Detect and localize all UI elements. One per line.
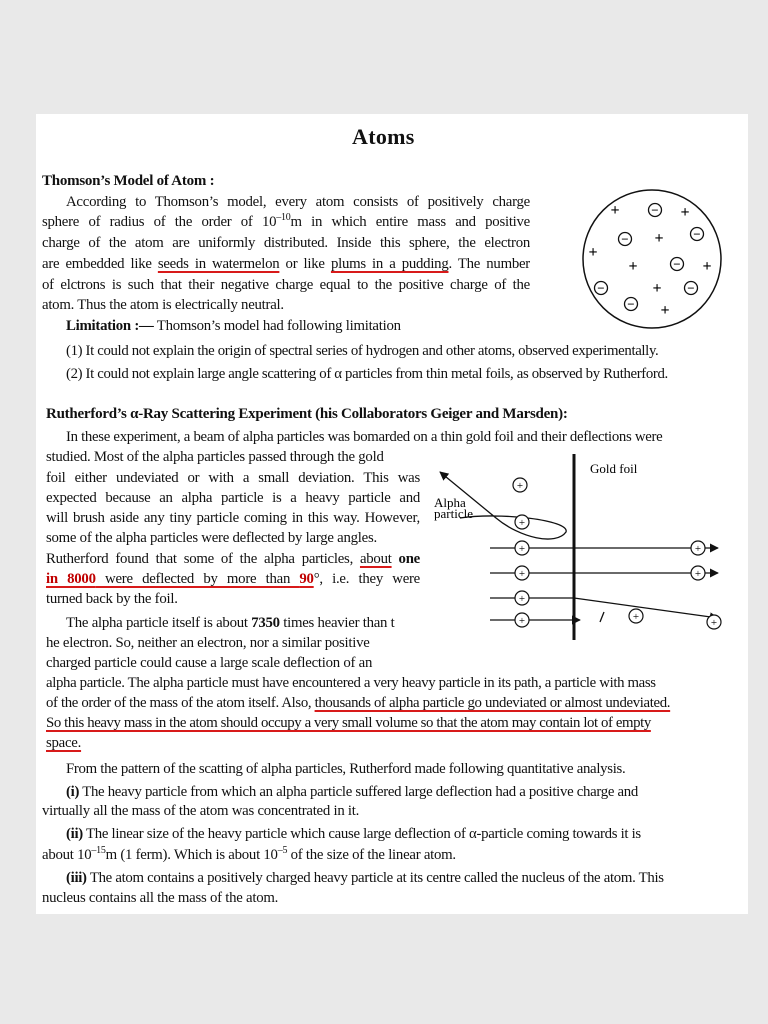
rutherford-line-13: alpha particle. The alpha particle must have encountered a very heavy particle in its path, a particle with mass (46, 675, 656, 691)
thomson-line-5: of elctrons is such that their negative charge equal to the positive charge of the (42, 277, 530, 293)
rutherford-line-1: In these experiment, a beam of alpha particles was bomarded on a thin gold foil and their deflections were (66, 429, 663, 445)
rutherford-line-2: studied. Most of the alpha particles passed through the gold (46, 449, 384, 465)
thomson-line-6: atom. Thus the atom is electrically neutral. (42, 297, 284, 313)
rutherford-line-8: in 8000 were deflected by more than 90°, i.e. they were (46, 571, 420, 587)
plus-charge: + (610, 202, 620, 219)
rutherford-line-15: So this heavy mass in the atom should occupy a very small volume so that the atom may contain lot of empty (46, 715, 651, 731)
plus-charge: + (628, 258, 638, 275)
beam-3-deflected (574, 598, 718, 618)
particle-label: particle (434, 506, 473, 521)
rutherford-scattering-diagram (430, 452, 730, 642)
rutherford-line-5: will brush aside any tiny particle coming in this way. However, (46, 510, 420, 526)
underline-seeds: seeds in watermelon (157, 256, 280, 272)
plus-charge: + (588, 244, 598, 261)
rutherford-heading: Rutherford’s α-Ray Scattering Experiment (his Collaborators Geiger and Marsden): (46, 406, 568, 422)
plus-charge: + (702, 258, 712, 275)
page-title: Atoms (352, 124, 415, 149)
analysis-i-line-2: virtually all the mass of the atom was concentrated in it. (42, 803, 360, 819)
alpha-plus-sign: + (518, 517, 526, 529)
small-deflection-stub (600, 612, 604, 622)
plus-charge: + (652, 280, 662, 297)
minus-charge: − (673, 256, 681, 272)
alpha-plus-sign: + (518, 568, 526, 580)
minus-charge: − (687, 280, 695, 296)
minus-charge: − (597, 280, 605, 296)
thomson-line-3: charge of the atom are uniformly distributed. Inside this sphere, the electron (42, 235, 530, 251)
rutherford-line-9: turned back by the foil. (46, 591, 178, 607)
plus-charge: + (654, 230, 664, 247)
analysis-intro: From the pattern of the scatting of alpha particles, Rutherford made following quantitative analysis. (66, 761, 626, 777)
alpha-plus-sign: + (694, 568, 702, 580)
minus-charge: − (651, 202, 659, 218)
alpha-plus-sign: + (518, 593, 526, 605)
rutherford-line-10: The alpha particle itself is about 7350 times heavier than t (66, 615, 395, 631)
plus-charge: + (680, 204, 690, 221)
alpha-plus-sign: + (632, 611, 640, 623)
rutherford-line-3: foil either undeviated or with a small deviation. This was (46, 470, 420, 486)
alpha-plus-sign: + (518, 543, 526, 555)
thomson-atom-diagram (577, 184, 727, 334)
plus-charge: + (660, 302, 670, 319)
analysis-ii-line-2: about $10^{-15}m$ (1 ferm). Which is about $10^{-5}$ of the size of the linear atom. (42, 845, 456, 863)
analysis-iii-line-1: (iii) The atom contains a positively charged heavy particle at its centre called the nucleus of the atom. This (66, 870, 664, 886)
minus-charge: − (621, 231, 629, 247)
alpha-label: Alpha (434, 495, 466, 510)
rutherford-line-16: space. (46, 735, 82, 751)
limitation-2: (2) It could not explain large angle scattering of α particles from thin metal foils, as observed by Rutherford. (66, 366, 668, 382)
underline-plums: plums in a pudding (330, 256, 449, 272)
rutherford-line-4: expected because an alpha particle is a heavy particle and (46, 490, 420, 506)
analysis-iii-line-2: nucleus contains all the mass of the atom. (42, 890, 279, 906)
rutherford-line-12: charged particle could cause a large scale deflection of an (46, 655, 373, 671)
alpha-plus-sign: + (710, 617, 718, 629)
rutherford-line-7: Rutherford found that some of the alpha particles, about one (46, 551, 420, 567)
analysis-i-line-1: (i) The heavy particle from which an alpha particle suffered large deflection had a positive charge and (66, 784, 638, 800)
gold-foil-label: Gold foil (590, 461, 638, 476)
limitation-1: (1) It could not explain the origin of spectral series of hydrogen and other atoms, observed experimentally. (66, 343, 659, 359)
rutherford-line-14: of the order of the mass of the atom itself. Also, thousands of alpha particle go undeviated or almost undeviated. (46, 695, 671, 711)
minus-charge: − (627, 296, 635, 312)
thomson-line-1: According to Thomson’s model, every atom consists of positively charge (66, 194, 530, 210)
rutherford-line-11: he electron. So, neither an electron, nor a similar positive (46, 635, 370, 651)
alpha-plus-sign: + (516, 480, 524, 492)
analysis-ii-line-1: (ii) The linear size of the heavy particle which cause large deflection of α-particle coming towards it is (66, 826, 641, 842)
thomson-line-2: sphere of radius of the order of $10^{-10}m$ in which entire mass and positive (42, 213, 530, 230)
thomson-line-4: are embedded like seeds in watermelon or like plums in a pudding. The number (42, 256, 530, 272)
alpha-plus-sign: + (694, 543, 702, 555)
thomson-heading: Thomson’s Model of Atom : (42, 173, 215, 189)
minus-charge: − (693, 226, 701, 242)
limitation-line: Limitation :— Thomson’s model had following limitation (66, 318, 401, 334)
rutherford-line-6: some of the alpha particles were deflected by large angles. (46, 530, 377, 546)
document-page (36, 114, 748, 914)
alpha-plus-sign: + (518, 615, 526, 627)
